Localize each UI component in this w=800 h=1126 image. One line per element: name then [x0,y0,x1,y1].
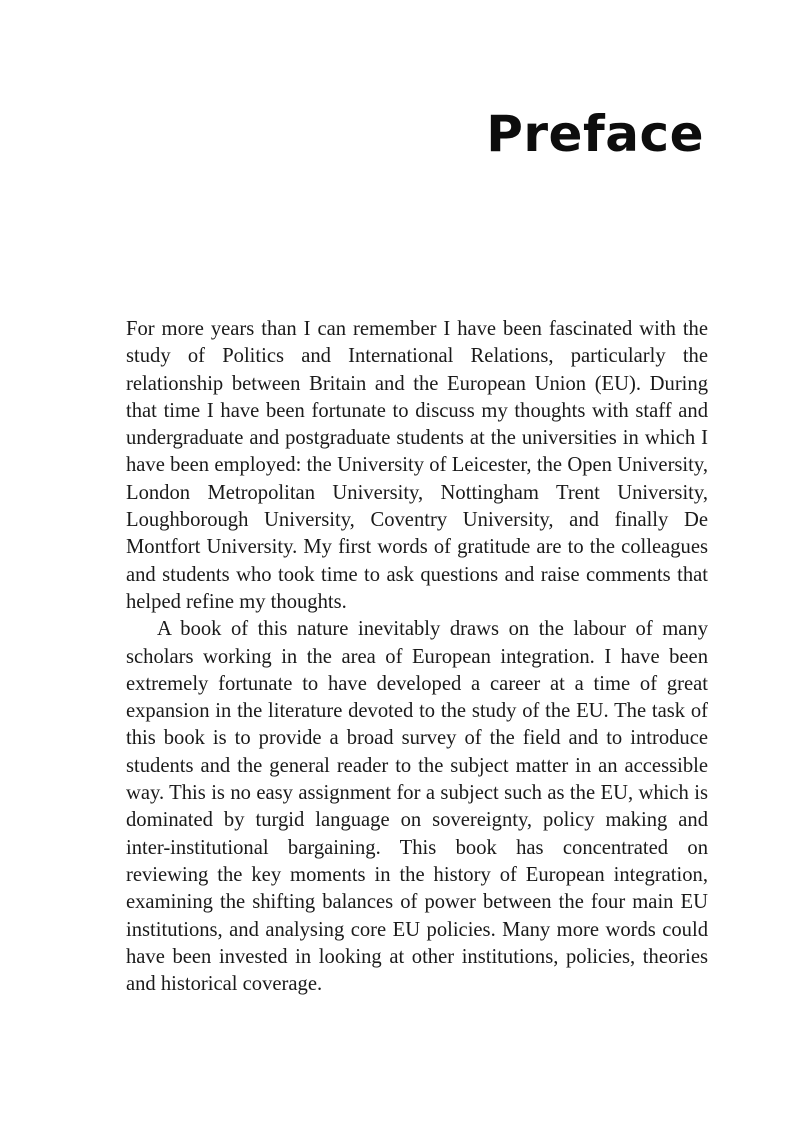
chapter-title: Preface [486,105,704,163]
preface-paragraph-1: For more years than I can remember I have been fascinated with the study of Politics and International Relations, particularly the relationship between Britain and the European Union (EU). During that time I have been fortunate to discuss my thoughts with staff and undergraduate and postgraduate students at the universities in which I have been employed: the University of Leicester, the Open University, London Metropolitan University, Nottingham Trent University, Loughborough University, Coventry University, and finally De Montfort University. My first words of gratitude are to the colleagues and students who took time to ask questions and raise comments that helped refine my thoughts. [126,318,708,613]
preface-body [126,316,708,998]
preface-paragraph-2: A book of this nature inevitably draws on the labour of many scholars working in the area of European integration. I have been extremely fortunate to have developed a career at a time of great expansion in the literature devoted to the study of the EU. The task of this book is to provide a broad survey of the field and to introduce students and the general reader to the subject matter in an accessible way. This is no easy assignment for a subject such as the EU, which is dominated by turgid language on sovereignty, policy making and inter-institutional bargaining. This book has concentrated on reviewing the key moments in the history of European integration, examining the shifting balances of power between the four main EU institutions, and analysing core EU policies. Many more words could have been invested in looking at other institutions, policies, theories and historical coverage. [126,618,708,996]
